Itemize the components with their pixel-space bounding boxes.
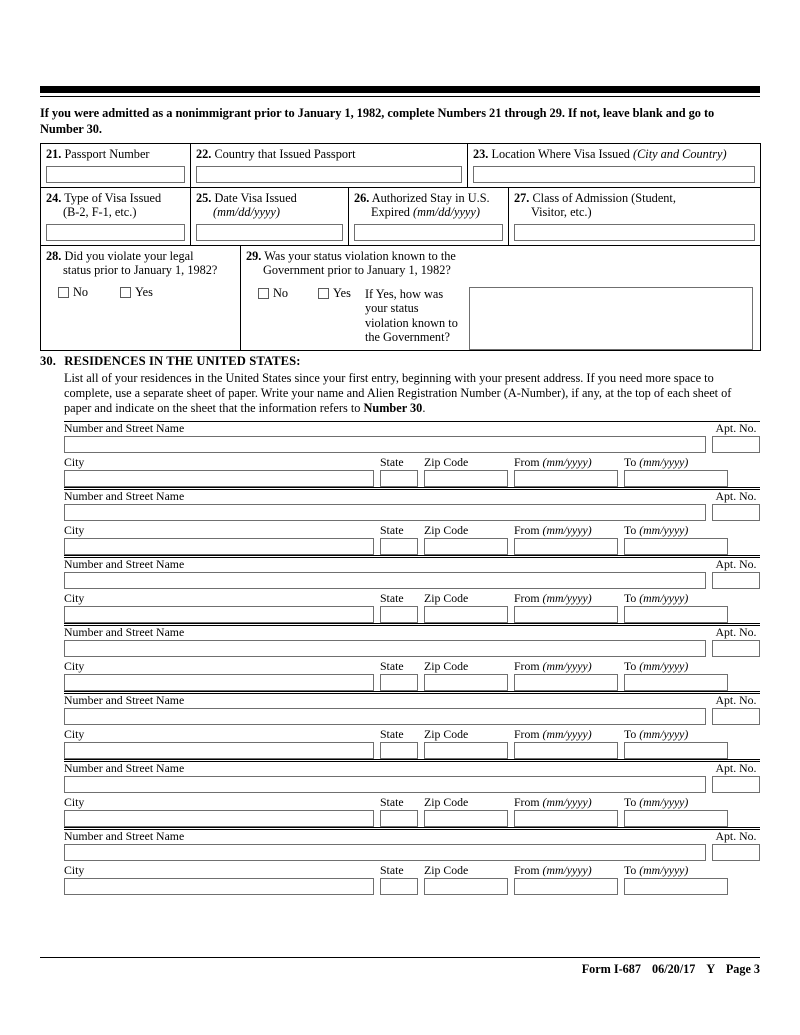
residence-city-row <box>64 524 760 555</box>
input-street[interactable] <box>64 708 706 725</box>
input-to-date[interactable] <box>624 470 728 487</box>
label-apt: Apt. No. <box>715 625 757 640</box>
input-from-date[interactable] <box>514 606 618 623</box>
input-from-date[interactable] <box>514 878 618 895</box>
residence-street-row <box>64 694 760 725</box>
input-apt[interactable] <box>712 708 760 725</box>
input-street[interactable] <box>64 572 706 589</box>
residence-street-row <box>64 626 760 657</box>
q28-answer-group <box>46 278 235 299</box>
label-27: 27. Class of Admission (Student, <box>514 190 676 205</box>
input-visa-issue-location[interactable] <box>473 166 755 183</box>
form-sheet <box>40 86 760 895</box>
label-zip: Zip Code <box>424 863 469 878</box>
input-state[interactable] <box>380 742 418 759</box>
footer-revision-date: 06/20/17 <box>652 962 696 976</box>
label-21-text: Passport Number <box>64 147 150 161</box>
label-from: From (mm/yyyy) <box>514 727 592 742</box>
input-zip[interactable] <box>424 810 508 827</box>
label-from: From (mm/yyyy) <box>514 795 592 810</box>
label-23-text: Location Where Visa Issued <box>491 147 633 161</box>
label-city: City <box>64 523 85 538</box>
label-from: From (mm/yyyy) <box>514 591 592 606</box>
input-to-date[interactable] <box>624 538 728 555</box>
q29-followup-note: If Yes, how was your status violation known to the Government? <box>364 286 458 345</box>
page-footer <box>40 962 760 977</box>
section-30-instruction-end: . <box>422 400 426 415</box>
label-apt: Apt. No. <box>715 761 757 776</box>
input-visa-issue-date[interactable] <box>196 224 343 241</box>
label-from: From (mm/yyyy) <box>514 659 592 674</box>
field-cell-21 <box>41 144 191 188</box>
label-street: Number and Street Name <box>64 761 185 776</box>
label-apt: Apt. No. <box>715 421 757 436</box>
residence-block <box>64 555 760 623</box>
input-from-date[interactable] <box>514 742 618 759</box>
items-24-27-table <box>40 187 761 246</box>
field-cell-22 <box>191 144 468 188</box>
field-cell-28 <box>41 245 241 350</box>
label-26-line2: Expired <box>371 205 414 219</box>
input-state[interactable] <box>380 878 418 895</box>
field-cell-25 <box>191 187 349 245</box>
input-zip[interactable] <box>424 470 508 487</box>
residence-city-row <box>64 660 760 691</box>
q29-no-option[interactable] <box>258 287 288 300</box>
label-street: Number and Street Name <box>64 693 185 708</box>
label-state: State <box>380 455 404 470</box>
input-zip[interactable] <box>424 674 508 691</box>
label-street: Number and Street Name <box>64 829 185 844</box>
residences-list <box>64 421 760 895</box>
input-state[interactable] <box>380 674 418 691</box>
label-28: 28. Did you violate your legal <box>46 248 194 263</box>
input-state[interactable] <box>380 470 418 487</box>
input-street[interactable] <box>64 504 706 521</box>
input-state[interactable] <box>380 810 418 827</box>
label-24-line2: (B-2, F-1, etc.) <box>63 205 137 219</box>
input-country-issued-passport[interactable] <box>196 166 462 183</box>
input-to-date[interactable] <box>624 810 728 827</box>
label-to: To (mm/yyyy) <box>624 523 689 538</box>
residence-street-row <box>64 558 760 589</box>
input-street[interactable] <box>64 640 706 657</box>
input-city[interactable] <box>64 470 374 487</box>
label-city: City <box>64 727 85 742</box>
label-22-text: Country that Issued Passport <box>214 147 356 161</box>
input-from-date[interactable] <box>514 674 618 691</box>
residence-block <box>64 827 760 895</box>
q29-answer-group <box>246 278 755 350</box>
input-apt[interactable] <box>712 436 760 453</box>
label-from: From (mm/yyyy) <box>514 863 592 878</box>
section-30-instruction-bold: Number 30 <box>363 400 423 415</box>
input-city[interactable] <box>64 606 374 623</box>
label-city: City <box>64 455 85 470</box>
field-cell-27 <box>509 187 761 245</box>
residence-block <box>64 487 760 555</box>
label-to: To (mm/yyyy) <box>624 795 689 810</box>
input-street[interactable] <box>64 776 706 793</box>
label-28-text: Did you violate your legal <box>64 248 194 263</box>
residence-block <box>64 691 760 759</box>
label-city: City <box>64 591 85 606</box>
input-state[interactable] <box>380 538 418 555</box>
label-street: Number and Street Name <box>64 625 185 640</box>
input-street[interactable] <box>64 844 706 861</box>
section-30-instruction-a: List all of your residences in the United States since your first entry, beginning with your present address. If you need more space to complete, use a separate sheet of paper. Write your name and Alien Registration Number (A-Number), if any, at the top of each sheet of paper and indicate on the sheet that the information refers to <box>64 370 732 415</box>
label-street: Number and Street Name <box>64 489 185 504</box>
label-to: To (mm/yyyy) <box>624 455 689 470</box>
field-cell-26 <box>349 187 509 245</box>
checkbox-icon[interactable] <box>58 287 69 298</box>
label-to: To (mm/yyyy) <box>624 727 689 742</box>
q28-no-label: No <box>73 284 89 299</box>
residence-street-row <box>64 762 760 793</box>
q29-no-label: No <box>273 285 289 300</box>
label-state: State <box>380 863 404 878</box>
residence-city-row <box>64 456 760 487</box>
label-25: 25. Date Visa Issued <box>196 190 297 205</box>
residence-city-row <box>64 728 760 759</box>
field-cell-24 <box>41 187 191 245</box>
label-to: To (mm/yyyy) <box>624 863 689 878</box>
input-city[interactable] <box>64 742 374 759</box>
label-29-line2: Government prior to January 1, 1982? <box>263 263 451 277</box>
label-apt: Apt. No. <box>715 693 757 708</box>
footer-edition: Y <box>706 962 715 976</box>
input-city[interactable] <box>64 538 374 555</box>
q28-yes-option[interactable] <box>120 286 153 299</box>
label-to: To (mm/yyyy) <box>624 591 689 606</box>
label-apt: Apt. No. <box>715 489 757 504</box>
input-city[interactable] <box>64 878 374 895</box>
label-city: City <box>64 659 85 674</box>
nonimmigrant-instruction: If you were admitted as a nonimmigrant prior to January 1, 1982, complete Numbers 21 through 29. If not, leave blank and go to Number 30. <box>40 106 715 136</box>
q28-no-option[interactable] <box>58 286 88 299</box>
field-cell-23 <box>468 144 761 188</box>
input-city[interactable] <box>64 810 374 827</box>
label-26-format: (mm/dd/yyyy) <box>413 205 480 219</box>
label-state: State <box>380 523 404 538</box>
section-30 <box>40 354 760 417</box>
q29-yes-label: Yes <box>333 285 351 300</box>
footer-form-number: Form I-687 <box>581 962 641 976</box>
top-rule-thick <box>40 86 760 93</box>
label-zip: Zip Code <box>424 659 469 674</box>
input-state[interactable] <box>380 606 418 623</box>
label-24: 24. Type of Visa Issued <box>46 190 162 205</box>
label-state: State <box>380 591 404 606</box>
input-from-date[interactable] <box>514 538 618 555</box>
q29-yes-option[interactable] <box>318 287 351 300</box>
input-city[interactable] <box>64 674 374 691</box>
input-apt[interactable] <box>712 844 760 861</box>
input-zip[interactable] <box>424 606 508 623</box>
q28-yes-label: Yes <box>135 284 153 299</box>
label-zip: Zip Code <box>424 523 469 538</box>
label-26: 26. Authorized Stay in U.S. <box>354 190 490 205</box>
residence-block <box>64 759 760 827</box>
section-30-instruction <box>64 371 760 417</box>
residence-city-row <box>64 864 760 895</box>
input-class-of-admission[interactable] <box>514 224 755 241</box>
input-from-date[interactable] <box>514 470 618 487</box>
label-24-text: Type of Visa Issued <box>64 190 162 205</box>
top-rule-thin <box>40 96 760 97</box>
label-zip: Zip Code <box>424 455 469 470</box>
input-passport-number[interactable] <box>46 166 185 183</box>
label-27-text: Class of Admission (Student, <box>532 190 676 205</box>
residence-street-row <box>64 422 760 453</box>
input-street[interactable] <box>64 436 706 453</box>
checkbox-icon[interactable] <box>120 287 131 298</box>
residence-street-row <box>64 490 760 521</box>
label-28-line2: status prior to January 1, 1982? <box>63 263 218 277</box>
input-apt[interactable] <box>712 504 760 521</box>
label-street: Number and Street Name <box>64 421 185 436</box>
residence-block <box>64 623 760 691</box>
residence-street-row <box>64 830 760 861</box>
label-25-text: Date Visa Issued <box>214 190 297 205</box>
label-zip: Zip Code <box>424 795 469 810</box>
input-apt[interactable] <box>712 640 760 657</box>
label-apt: Apt. No. <box>715 557 757 572</box>
residence-block <box>64 421 760 487</box>
label-state: State <box>380 795 404 810</box>
footer-rule <box>40 957 760 958</box>
input-apt[interactable] <box>712 572 760 589</box>
section-30-heading-text: RESIDENCES IN THE UNITED STATES: <box>64 353 301 368</box>
items-21-23-table <box>40 143 761 188</box>
label-23: 23. Location Where Visa Issued (City and Country) <box>473 147 727 161</box>
label-to: To (mm/yyyy) <box>624 659 689 674</box>
section-30-heading: 30. RESIDENCES IN THE UNITED STATES: <box>40 353 301 368</box>
label-city: City <box>64 863 85 878</box>
input-visa-type[interactable] <box>46 224 185 241</box>
input-apt[interactable] <box>712 776 760 793</box>
input-status-violation-explanation[interactable] <box>469 287 753 350</box>
label-apt: Apt. No. <box>715 829 757 844</box>
input-to-date[interactable] <box>624 878 728 895</box>
label-street: Number and Street Name <box>64 557 185 572</box>
label-22: 22. Country that Issued Passport <box>196 147 356 161</box>
input-zip[interactable] <box>424 742 508 759</box>
label-29-text: Was your status violation known to the <box>264 248 456 263</box>
checkbox-icon[interactable] <box>258 288 269 299</box>
residence-city-row <box>64 592 760 623</box>
input-to-date[interactable] <box>624 742 728 759</box>
label-29: 29. Was your status violation known to the <box>246 248 456 263</box>
label-from: From (mm/yyyy) <box>514 455 592 470</box>
residence-city-row <box>64 796 760 827</box>
label-state: State <box>380 659 404 674</box>
label-from: From (mm/yyyy) <box>514 523 592 538</box>
label-state: State <box>380 727 404 742</box>
input-zip[interactable] <box>424 878 508 895</box>
label-23-italic: (City and Country) <box>633 147 727 161</box>
items-28-29-table <box>40 245 761 351</box>
footer-page: Page 3 <box>725 962 760 976</box>
input-to-date[interactable] <box>624 674 728 691</box>
label-27-line2: Visitor, etc.) <box>531 205 592 219</box>
label-25-format: (mm/dd/yyyy) <box>213 205 280 219</box>
label-city: City <box>64 795 85 810</box>
label-zip: Zip Code <box>424 727 469 742</box>
checkbox-icon[interactable] <box>318 288 329 299</box>
input-from-date[interactable] <box>514 810 618 827</box>
input-authorized-stay-expired[interactable] <box>354 224 503 241</box>
field-cell-29 <box>241 245 761 350</box>
label-zip: Zip Code <box>424 591 469 606</box>
input-to-date[interactable] <box>624 606 728 623</box>
label-21: 21. Passport Number <box>46 147 150 161</box>
label-26-text: Authorized Stay in U.S. <box>371 190 490 205</box>
input-zip[interactable] <box>424 538 508 555</box>
